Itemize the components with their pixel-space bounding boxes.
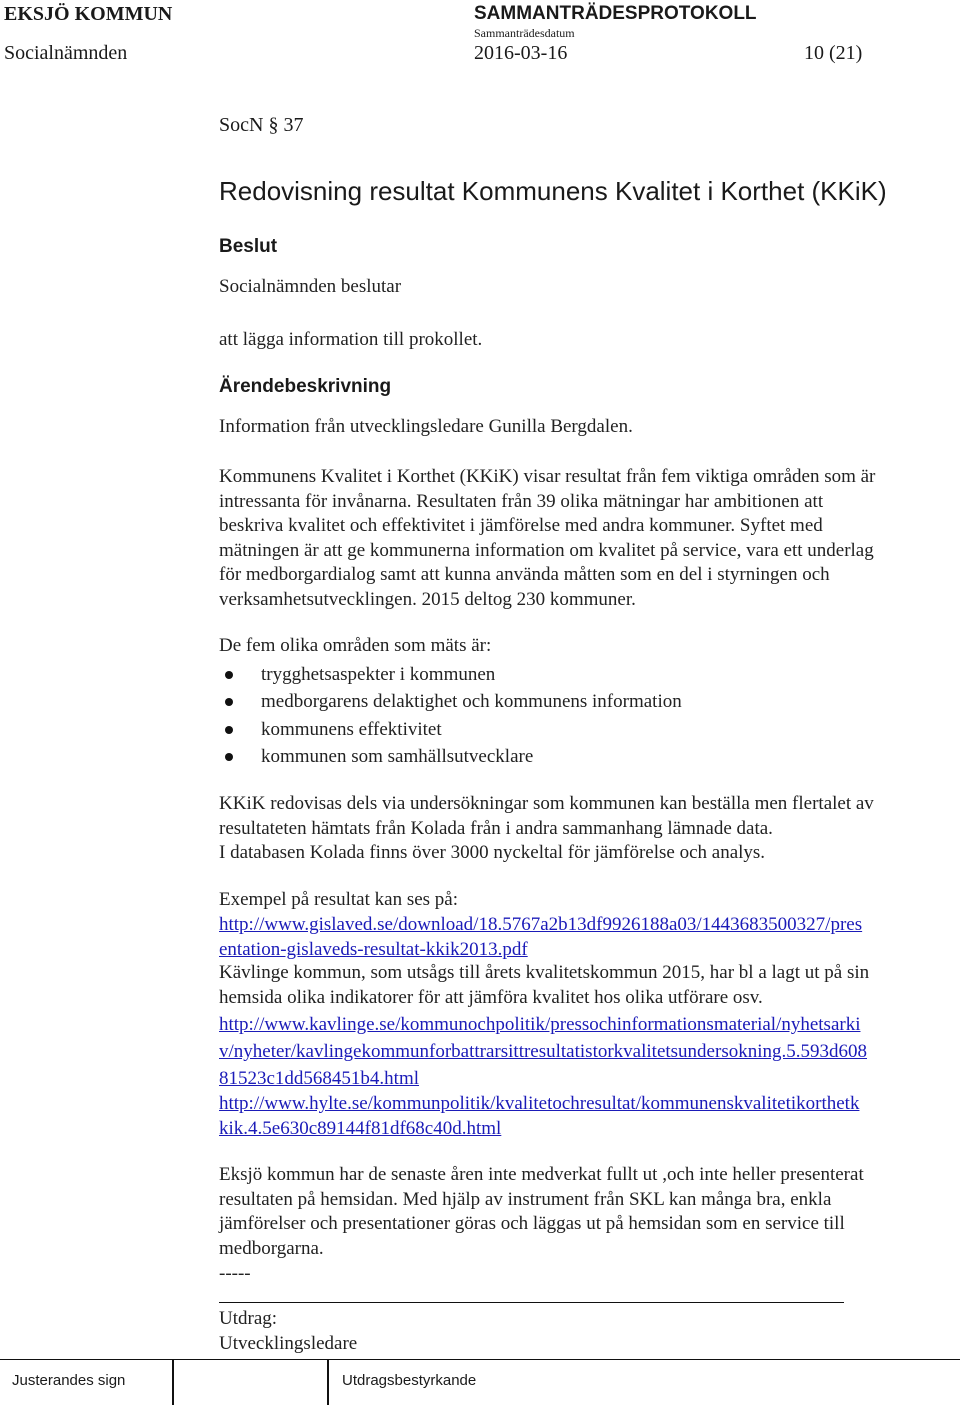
paragraph-number [219,114,303,137]
bullet-icon [225,698,233,706]
text-line: hemsida olika indikatorer för att jämföra kvalitet hos olika utförare osv. [219,986,763,1008]
justerandes-sign-label: Justerandes sign [12,1372,126,1389]
text-line: I databasen Kolada finns över 3000 nyckeltal för jämförelse och analys. [219,842,766,863]
list-item-text: medborgarens delaktighet och kommunens information [261,691,682,712]
utdragsbestyrkande-label: Utdragsbestyrkande [342,1372,477,1389]
areas-intro: De fem olika områden som mäts är: [219,635,492,656]
hylte-link[interactable] [219,1092,859,1141]
text-line: intressanta för invånarna. Resultaten från 39 olika mätningar har ambitionen att [219,490,824,512]
meeting-date: 2016-03-16 [474,42,568,64]
paragraph-prefix: SocN [219,114,264,136]
signature-footer [0,1359,960,1405]
list-item-text: trygghetsaspekter i kommunen [261,663,496,685]
text-line: verksamhetsutvecklingen. 2015 deltog 230 kommuner. [219,588,636,610]
link-line[interactable]: http://www.gislaved.se/download/18.5767a2b13df9926188a03/1443683500327/pres [219,914,863,935]
list-item [219,689,682,717]
list-item [219,744,682,772]
end-dashes: ----- [219,1263,251,1284]
text-line: Kommunens Kvalitet i Korthet (KKiK) visar resultat från fem viktiga områden som är [219,466,876,487]
link-line[interactable]: v/nyheter/kavlingekommunforbattrarsittresultatistorkvalitetsundersokning.5.593d608 [219,1041,867,1062]
list-item [219,661,682,689]
text-line: beskriva kvalitet och effektivitet i jämförelse med andra kommuner. Syftet med [219,515,823,536]
paragraph-kavlinge [219,961,869,1010]
text-line: mätningen är att ge kommunerna information om kvalitet på service, vara ett underlag [219,539,874,561]
beslut-text: Socialnämnden beslutar [219,276,402,297]
department: Socialnämnden [4,42,128,64]
link-line[interactable]: http://www.kavlinge.se/kommunochpolitik/pressochinformationsmaterial/nyhetsarki [219,1014,861,1035]
page-number: 10 (21) [804,42,863,64]
bullet-icon [225,726,233,734]
divider [172,1360,174,1405]
areas-list [219,661,682,771]
paragraph-kkik [219,465,875,612]
divider [219,1302,844,1303]
gislaved-link[interactable] [219,913,862,962]
section-symbol: § [268,114,279,136]
link-line[interactable]: 81523c1dd568451b4.html [219,1068,420,1089]
list-item-text: kommunens effektivitet [261,718,442,740]
text-line: för medborgardialog samt att kunna använda måtten som en del i styrningen och [219,564,830,585]
text-line: Kävlinge kommun, som utsågs till årets kvalitetskommun 2015, har bl a lagt ut på sin [219,962,870,983]
info-line: Information från utvecklingsledare Gunilla Bergdalen. [219,416,633,437]
text-line: resultateten hämtats från Kolada från i andra sammanhang lämnade data. [219,817,773,839]
page-title: Redovisning resultat Kommunens Kvalitet i Korthet (KKiK) [219,176,887,206]
list-item-text: kommunen som samhällsutvecklare [261,746,534,767]
arende-heading: Ärendebeskrivning [219,376,392,397]
date-label: Sammanträdesdatum [474,26,575,40]
text-line: Eksjö kommun har de senaste åren inte medverkat fullt ut ,och inte heller presenterat [219,1164,864,1185]
list-item [219,716,682,744]
paragraph-kolada [219,792,874,866]
link-line[interactable]: http://www.hylte.se/kommunpolitik/kvalitetochresultat/kommunenskvalitetikorthetk [219,1093,860,1114]
text-line: KKiK redovisas dels via undersökningar som kommunen kan beställa men flertalet av [219,793,874,814]
examples-intro: Exempel på resultat kan ses på: [219,889,459,910]
org-name: EKSJÖ KOMMUN [4,3,173,25]
bullet-icon [225,671,233,679]
text-line: medborgarna. [219,1237,324,1259]
link-line[interactable]: entation-gislaveds-resultat-kkik2013.pdf [219,938,528,960]
beslut-decision: att lägga information till prokollet. [219,329,483,350]
text-line: jämförelser och presentationer göras och läggas ut på hemsidan som en service till [219,1213,845,1234]
extract-recipient: Utvecklingsledare [219,1333,358,1354]
document-type: SAMMANTRÄDESPROTOKOLL [474,3,757,24]
kavlinge-link[interactable] [219,1013,867,1094]
link-line[interactable]: kik.4.5e630c89144f81df68c40d.html [219,1117,502,1139]
bullet-icon [225,753,233,761]
paragraph-eksjo [219,1163,864,1261]
text-line: resultaten på hemsidan. Med hjälp av instrument från SKL kan många bra, enkla [219,1188,832,1210]
extract-label: Utdrag: [219,1308,278,1329]
divider [327,1360,329,1405]
beslut-heading: Beslut [219,236,278,257]
paragraph-value: 37 [283,114,304,136]
